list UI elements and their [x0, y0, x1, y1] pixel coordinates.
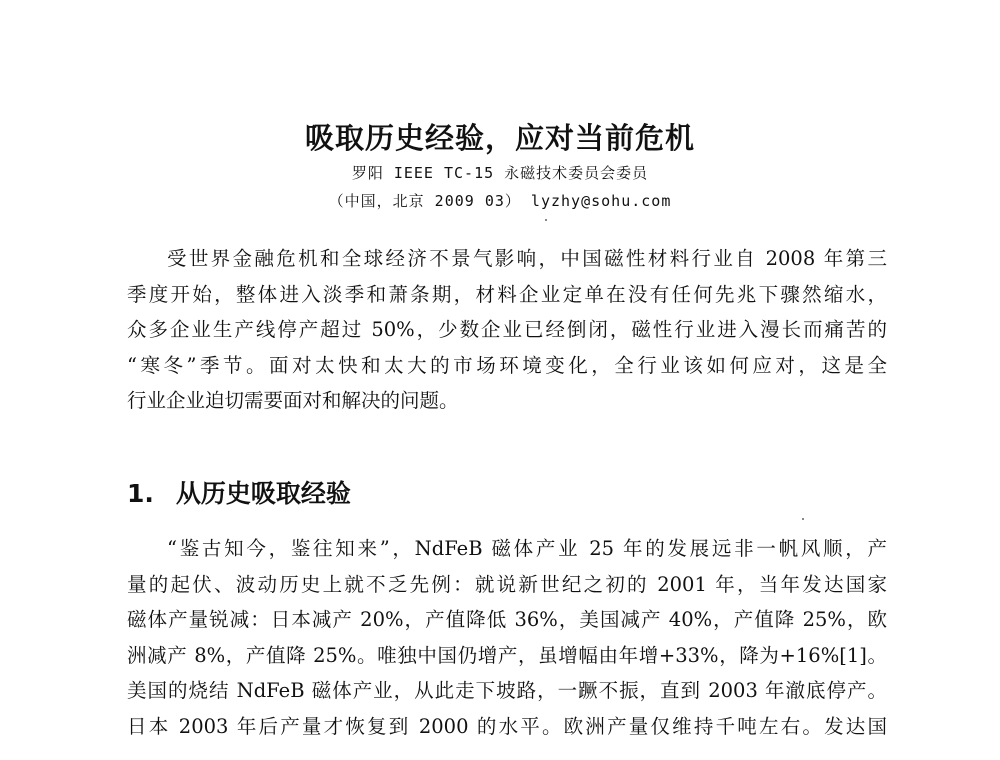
author-line: 罗阳 IEEE TC-15 永磁技术委员会委员	[351, 164, 649, 182]
paragraph-line: 洲减产 8%，产值降 25%。唯独中国仍增产，虽增幅由年增+33%，降为+16%[1]。	[127, 643, 887, 667]
paragraph-line: 磁体产量锐减：日本减产 20%，产值降低 36%，美国减产 40%，产值降 25%，欧	[127, 608, 887, 631]
paragraph-line: 量的起伏、波动历史上就不乏先例：就说新世纪之初的 2001 年，当年发达国家	[127, 572, 887, 596]
paragraph-line: 受世界金融危机和全球经济不景气影响，中国磁性材料行业自 2008 年第三	[167, 247, 887, 270]
section-number: 1.	[127, 479, 154, 508]
scan-speck	[802, 518, 804, 520]
affiliation-line: （中国，北京 2009 03） lyzhy@sohu.com	[328, 192, 672, 210]
intro-paragraph	[127, 241, 887, 419]
paragraph-line: “寒冬”季节。面对太快和太大的市场环境变化，全行业该如何应对，这是全	[127, 353, 887, 377]
paragraph-line: 美国的烧结 NdFeB 磁体产业，从此走下坡路，一蹶不振，直到 2003 年澈底停产。	[127, 679, 887, 702]
scan-speck	[545, 219, 547, 221]
paragraph-line: 众多企业生产线停产超过 50%，少数企业已经倒闭，磁性行业进入漫长而痛苦的	[127, 318, 887, 341]
document-title: 吸取历史经验，应对当前危机	[304, 121, 695, 155]
section-paragraph	[127, 531, 887, 744]
section-heading	[127, 474, 351, 510]
paragraph-line: 日本 2003 年后产量才恢复到 2000 的水平。欧洲产量仅维持千吨左右。发达国	[127, 714, 887, 738]
paragraph-line: “鉴古知今，鉴往知来”，NdFeB 磁体产业 25 年的发展远非一帆风顺，产	[167, 537, 887, 560]
paragraph-line: 季度开始，整体进入淡季和萧条期，材料企业定单在没有任何先兆下骤然缩水，	[127, 282, 887, 306]
section-title: 从历史吸取经验	[175, 479, 351, 508]
paragraph-line: 行业企业迫切需要面对和解决的问题。	[127, 389, 459, 412]
